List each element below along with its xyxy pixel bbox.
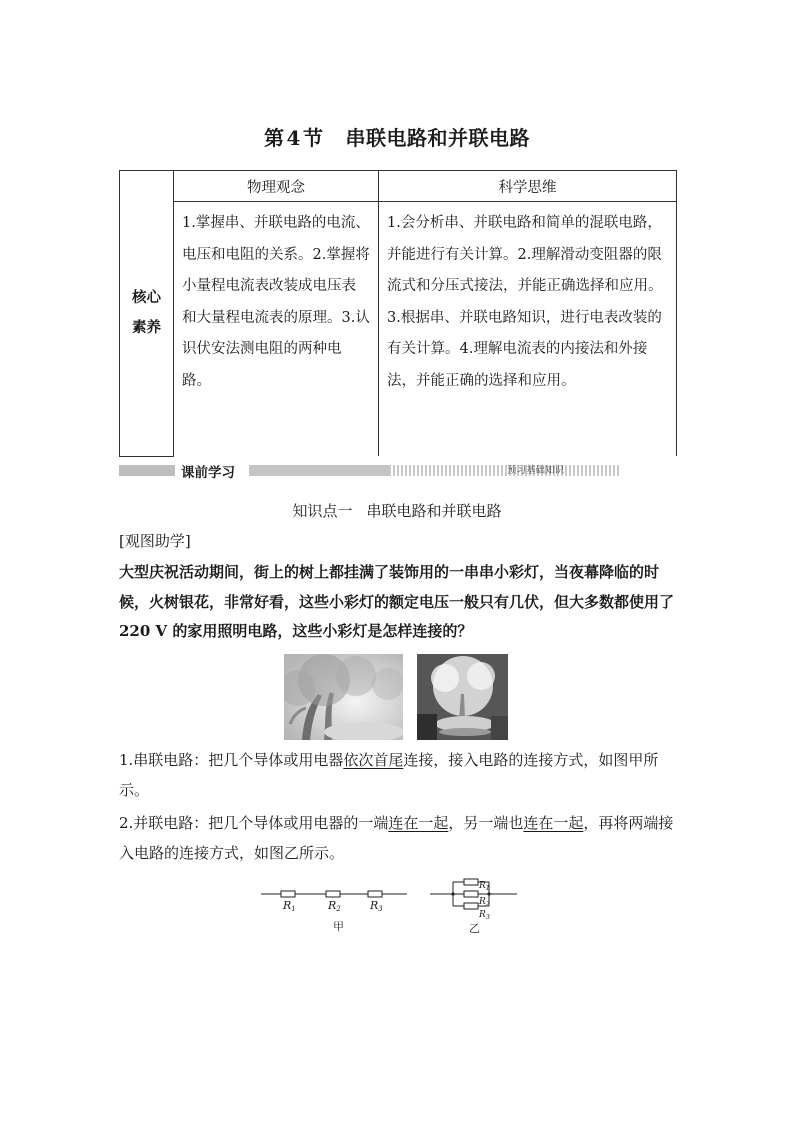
tree-lights-photo-left	[284, 654, 403, 740]
caption-series: 甲	[333, 920, 344, 933]
core-literacy-label	[120, 171, 174, 457]
caption-parallel: 乙	[469, 922, 480, 934]
series-label-2: R2	[328, 899, 341, 913]
page-title	[0, 122, 794, 151]
section-heading-number: 知识点一	[292, 502, 353, 520]
scientific-thinking-cell: 1.会分析串、并联电路和简单的混联电路，并能进行有关计算。2.理解滑动变阻器的限流式和分压式接法，并能正确选择和应用。3.根据串、并联电路知识，进行电表改装的有关计算。4.理解电流表的内接法和外接法，并能正确的选择和应用。	[379, 202, 677, 457]
title-text: 串联电路和并联电路	[345, 126, 530, 150]
parallel-label-2: $R_2$	[479, 897, 490, 908]
title-number: 4	[286, 126, 301, 150]
label-line1: 核心	[132, 289, 161, 307]
banner-right-label: 预习基础知识	[507, 465, 565, 476]
section-heading	[0, 500, 794, 521]
parallel-label-3: $R_3$	[479, 910, 490, 921]
col-header-scientific-thinking: 科学思维	[379, 171, 677, 202]
series-resistor-3	[368, 891, 382, 897]
series-resistor-2	[326, 891, 340, 897]
section-banner	[119, 462, 677, 481]
parallel-def-key2: 连在一起	[523, 814, 584, 832]
series-label-3: R3	[370, 899, 383, 913]
circuit-diagram	[255, 876, 530, 934]
parallel-def-text-b: ，另一端也	[448, 814, 524, 832]
parallel-label-1: $R_1$	[479, 881, 490, 892]
banner-label: 课前学习	[181, 465, 235, 481]
series-def-text-b: 连接，接入电路的连接方式，如图甲所示。	[119, 751, 659, 799]
title-suffix: 节	[302, 126, 324, 150]
label-line2: 素养	[132, 319, 161, 337]
tree-lights-photo-right	[417, 654, 508, 740]
col-header-physics-concept: 物理观念	[174, 171, 379, 202]
parallel-def-text-c: ，再将两端接入电路的连接方式，如图乙所示。	[119, 814, 674, 862]
parallel-resistor-1	[464, 879, 478, 885]
intro-paragraph: 大型庆祝活动期间，街上的树上都挂满了装饰用的一串串小彩灯，当夜幕降临的时候，火树银花，非常好看，这些小彩灯的额定电压一般只有几伏，但大多数都使用了 220 V 的家用照明电路，这些小彩灯是怎样连接的？	[119, 563, 675, 640]
series-label-1: R1	[283, 899, 296, 913]
physics-concept-cell: 1.掌握串、并联电路的电流、电压和电阻的关系。2.掌握将小量程电流表改装成电压表和大量程电流表的原理。3.认识伏安法测电阻的两种电路。	[174, 202, 379, 457]
series-def-key: 依次首尾	[343, 751, 404, 769]
core-literacy-table	[119, 170, 677, 457]
parallel-resistor-3	[464, 903, 478, 909]
parallel-def-key1: 连在一起	[388, 814, 449, 832]
observe-tag: [观图助学]	[119, 532, 191, 550]
series-resistor-1	[281, 891, 295, 897]
series-def-text-a: 1.串联电路：把几个导体或用电器	[119, 751, 344, 769]
series-definition	[119, 746, 679, 805]
parallel-def-text-a: 2.并联电路：把几个导体或用电器的一端	[119, 814, 389, 832]
title-prefix: 第	[264, 126, 285, 150]
parallel-definition	[119, 809, 679, 868]
parallel-resistor-2	[464, 891, 478, 897]
section-heading-title: 串联电路和并联电路	[366, 502, 502, 520]
